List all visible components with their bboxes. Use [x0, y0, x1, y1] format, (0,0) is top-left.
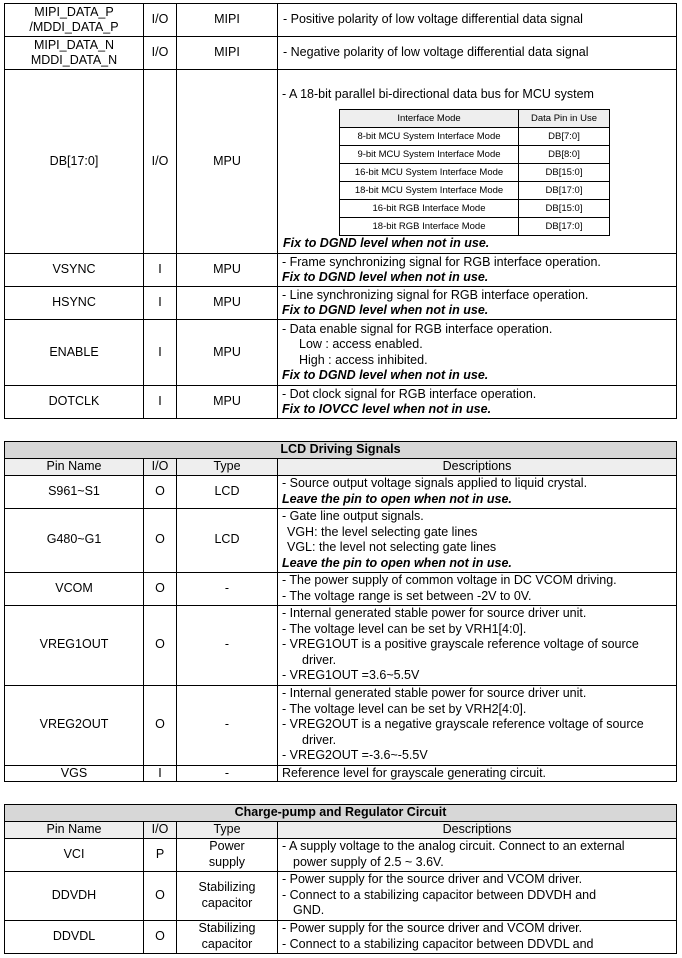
- description-cell: [278, 475, 677, 508]
- table-row: [5, 508, 677, 572]
- description-text: High : access inhibited.: [299, 352, 428, 367]
- description-text: - VREG1OUT is a positive grayscale reference voltage of source: [282, 637, 639, 652]
- description-text: - A 18-bit parallel bi-directional data bus for MCU system: [282, 87, 594, 102]
- description-text: driver.: [302, 732, 337, 747]
- interface-table-header: [340, 109, 610, 127]
- pin-name-cell: HSYNC: [5, 287, 144, 320]
- description-cell: [278, 320, 677, 386]
- description-cell: [278, 871, 677, 920]
- pin-table-interface: [4, 3, 677, 419]
- type-cell: LCD: [177, 508, 278, 572]
- unused-note: Leave the pin to open when not in use.: [282, 555, 512, 570]
- type-cell: MPU: [177, 386, 278, 419]
- unused-note: Fix to DGND level when not in use.: [283, 235, 490, 250]
- charge-pump-regulator-table: [4, 804, 677, 954]
- pin-name-cell: DB[17:0]: [5, 70, 144, 254]
- table-row: [5, 320, 677, 386]
- interface-mode: 18-bit RGB Interface Mode: [340, 217, 519, 235]
- type-cell: [177, 920, 278, 953]
- page-bottom-rule: [10, 953, 672, 954]
- type-text: capacitor: [201, 895, 253, 910]
- description-cell: Reference level for grayscale generating circuit.: [278, 765, 677, 782]
- pin-name-cell: VREG2OUT: [5, 685, 144, 765]
- table-row: [5, 572, 677, 605]
- type-text: Power: [209, 839, 245, 853]
- pin-name-cell: VCI: [5, 838, 144, 871]
- description-text: - The voltage range is set between -2V to 0V.: [282, 588, 532, 603]
- table-header-row: [5, 822, 677, 839]
- description-text: - Connect to a stabilizing capacitor between DDVDH and: [282, 887, 597, 902]
- pin-name-cell: G480~G1: [5, 508, 144, 572]
- io-cell: I/O: [144, 4, 177, 37]
- description-text: - Line synchronizing signal for RGB interface operation.: [282, 287, 589, 302]
- pin-name-cell: VCOM: [5, 572, 144, 605]
- table-row: [5, 838, 677, 871]
- description-text: - Dot clock signal for RGB interface operation.: [282, 386, 537, 401]
- description-text: - Internal generated stable power for source driver unit.: [282, 686, 587, 701]
- interface-mode: 16-bit RGB Interface Mode: [340, 199, 519, 217]
- description-text: - Connect to a stabilizing capacitor between DDVDL and: [282, 936, 594, 951]
- pin-name-cell: DOTCLK: [5, 386, 144, 419]
- table-row: [5, 37, 677, 70]
- interface-mode: 16-bit MCU System Interface Mode: [340, 163, 519, 181]
- type-text: supply: [208, 854, 246, 869]
- description-cell: [278, 70, 677, 254]
- description-text: - VREG2OUT is a negative grayscale reference voltage of source: [282, 717, 644, 732]
- table-row: [5, 254, 677, 287]
- description-text: - Data enable signal for RGB interface operation.: [282, 321, 553, 336]
- io-cell: I: [144, 386, 177, 419]
- table-row: [5, 475, 677, 508]
- description-text: Low : access enabled.: [299, 337, 423, 351]
- interface-table-row: [340, 181, 610, 199]
- type-cell: -: [177, 605, 278, 685]
- interface-mode-header: Interface Mode: [340, 109, 519, 127]
- type-cell: MPU: [177, 70, 278, 254]
- io-cell: P: [144, 838, 177, 871]
- pin-name-cell: MIPI_DATA_P /MDDI_DATA_P: [5, 4, 144, 37]
- pin-name-cell: MIPI_DATA_N MDDI_DATA_N: [5, 37, 144, 70]
- io-cell: I/O: [144, 37, 177, 70]
- description-text: driver.: [302, 652, 337, 667]
- description-cell: [278, 685, 677, 765]
- io-cell: O: [144, 572, 177, 605]
- table-row: [5, 871, 677, 920]
- table-row: [5, 605, 677, 685]
- io-cell: O: [144, 475, 177, 508]
- description-cell: [278, 254, 677, 287]
- pin-name-cell: VGS: [5, 765, 144, 782]
- pin-name-cell: VREG1OUT: [5, 605, 144, 685]
- pin-name-cell: S961~S1: [5, 475, 144, 508]
- unused-note: Fix to DGND level when not in use.: [282, 270, 489, 284]
- description-text: - Internal generated stable power for source driver unit.: [282, 606, 587, 621]
- type-cell: MPU: [177, 320, 278, 386]
- type-text: Stabilizing: [198, 921, 256, 935]
- unused-note: Leave the pin to open when not in use.: [282, 491, 512, 506]
- interface-table-row: [340, 145, 610, 163]
- interface-table-row: [340, 127, 610, 145]
- interface-mode: 9-bit MCU System Interface Mode: [340, 145, 519, 163]
- interface-mode: 18-bit MCU System Interface Mode: [340, 181, 519, 199]
- lcd-driving-signals-table: [4, 441, 677, 782]
- description-text: - Frame synchronizing signal for RGB interface operation.: [282, 254, 601, 269]
- data-pin: DB[17:0]: [519, 181, 610, 199]
- io-header: I/O: [144, 822, 177, 839]
- description-text: - Source output voltage signals applied to liquid crystal.: [282, 476, 588, 490]
- io-cell: O: [144, 508, 177, 572]
- pin-name-cell: DDVDH: [5, 871, 144, 920]
- table-row: [5, 4, 677, 37]
- unused-note: Fix to DGND level when not in use.: [282, 303, 489, 317]
- pin-name-cell: VSYNC: [5, 254, 144, 287]
- type-cell: -: [177, 572, 278, 605]
- description-text: - Power supply for the source driver and VCOM driver.: [282, 921, 583, 935]
- type-header: Type: [177, 459, 278, 476]
- section-title: LCD Driving Signals: [5, 442, 677, 459]
- type-cell: -: [177, 685, 278, 765]
- unused-note: Fix to DGND level when not in use.: [282, 368, 489, 382]
- interface-table-row: [340, 217, 610, 235]
- section-title: Charge-pump and Regulator Circuit: [5, 805, 677, 822]
- table-row: [5, 765, 677, 782]
- description-text: - Gate line output signals.: [282, 509, 424, 523]
- section-title-row: [5, 805, 677, 822]
- type-header: Type: [177, 822, 278, 839]
- type-cell: MPU: [177, 287, 278, 320]
- interface-mode-table: [339, 109, 610, 236]
- description-cell: - Negative polarity of low voltage differential data signal: [278, 37, 677, 70]
- description-text: - Power supply for the source driver and VCOM driver.: [282, 872, 583, 887]
- io-cell: I: [144, 254, 177, 287]
- description-cell: [278, 287, 677, 320]
- data-pin: DB[15:0]: [519, 199, 610, 217]
- description-text: - The voltage level can be set by VRH2[4:0].: [282, 701, 527, 716]
- descriptions-header: Descriptions: [278, 459, 677, 476]
- interface-table-row: [340, 199, 610, 217]
- description-cell: [278, 572, 677, 605]
- description-cell: [278, 838, 677, 871]
- table-header-row: [5, 459, 677, 476]
- table-row: [5, 386, 677, 419]
- description-text: GND.: [293, 903, 325, 918]
- io-header: I/O: [144, 459, 177, 476]
- description-cell: [278, 508, 677, 572]
- type-text: Stabilizing: [198, 880, 256, 894]
- description-text: - VREG2OUT =-3.6~-5.5V: [282, 748, 428, 763]
- type-cell: MIPI: [177, 37, 278, 70]
- description-text: - A supply voltage to the analog circuit. Connect to an external: [282, 839, 625, 853]
- io-cell: I: [144, 320, 177, 386]
- data-pin-header: Data Pin in Use: [519, 109, 610, 127]
- data-pin: DB[7:0]: [519, 127, 610, 145]
- type-text: capacitor: [201, 936, 253, 951]
- type-cell: MIPI: [177, 4, 278, 37]
- pin-name-cell: DDVDL: [5, 920, 144, 953]
- table-row: [5, 685, 677, 765]
- description-text: - VREG1OUT =3.6~5.5V: [282, 668, 420, 683]
- io-cell: I: [144, 765, 177, 782]
- pin-name-cell: ENABLE: [5, 320, 144, 386]
- section-title-row: [5, 442, 677, 459]
- pin-name-header: Pin Name: [5, 822, 144, 839]
- interface-mode: 8-bit MCU System Interface Mode: [340, 127, 519, 145]
- table-row: [5, 70, 677, 254]
- io-cell: O: [144, 685, 177, 765]
- unused-note: Fix to IOVCC level when not in use.: [282, 402, 492, 416]
- io-cell: O: [144, 920, 177, 953]
- data-pin: DB[15:0]: [519, 163, 610, 181]
- type-cell: MPU: [177, 254, 278, 287]
- description-cell: [278, 605, 677, 685]
- io-cell: I/O: [144, 70, 177, 254]
- data-pin: DB[8:0]: [519, 145, 610, 163]
- description-cell: [278, 920, 677, 953]
- description-text: VGL: the level not selecting gate lines: [287, 540, 497, 554]
- description-text: VGH: the level selecting gate lines: [287, 524, 478, 539]
- type-cell: [177, 838, 278, 871]
- descriptions-header: Descriptions: [278, 822, 677, 839]
- io-cell: I: [144, 287, 177, 320]
- table-row: [5, 920, 677, 953]
- description-cell: - Positive polarity of low voltage differential data signal: [278, 4, 677, 37]
- io-cell: O: [144, 605, 177, 685]
- type-cell: -: [177, 765, 278, 782]
- description-text: power supply of 2.5 ~ 3.6V.: [293, 854, 444, 869]
- pin-name-header: Pin Name: [5, 459, 144, 476]
- description-text: - The power supply of common voltage in DC VCOM driving.: [282, 573, 617, 587]
- io-cell: O: [144, 871, 177, 920]
- table-row: [5, 287, 677, 320]
- type-cell: LCD: [177, 475, 278, 508]
- type-cell: [177, 871, 278, 920]
- description-cell: [278, 386, 677, 419]
- interface-table-row: [340, 163, 610, 181]
- data-pin: DB[17:0]: [519, 217, 610, 235]
- description-text: - The voltage level can be set by VRH1[4:0].: [282, 621, 527, 636]
